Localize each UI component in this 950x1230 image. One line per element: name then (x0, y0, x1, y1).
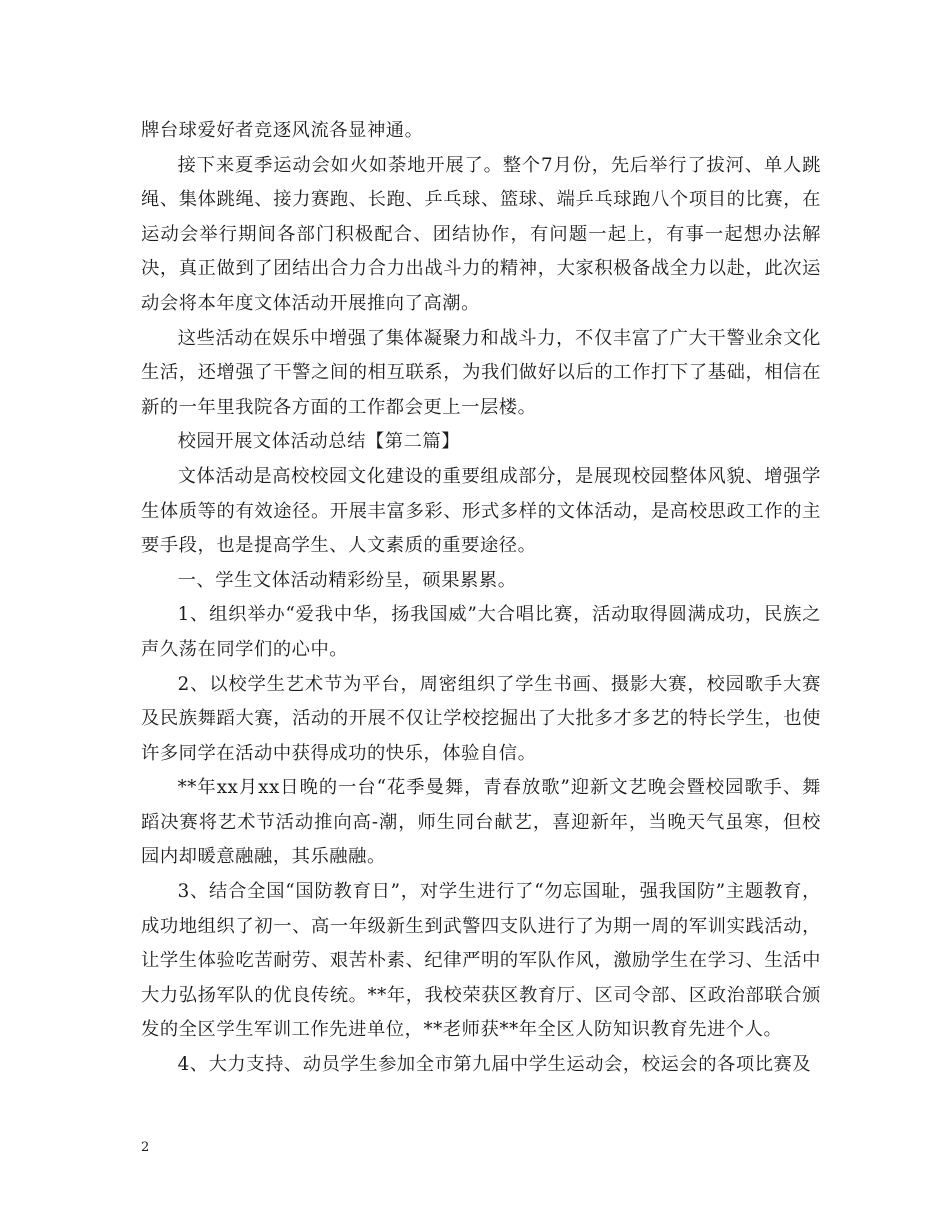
list-item-3: 3、结合全国“国防教育日”，对学生进行了“勿忘国耻，强我国防”主题教育，成功地组织了初一、高一年级新生到武警四支队进行了为期一周的军训实践活动，让学生体验吃苦耐劳、艰苦朴素、纪律严明的军队作风，激励学生在学习、生活中大力弘扬军队的优良传统。**年，我校荣获区教育厅、区司令部、区政治部联合颁发的全区学生军训工作先进单位，**老师获**年全区人防知识教育先进个人。 (141, 881, 821, 1041)
paragraph-9: **年xx月xx日晚的一台“花季曼舞，青春放歌”迎新文艺晚会暨校园歌手、舞蹈决赛将艺术节活动推向高-潮，师生同台献艺，喜迎新年，当晚天气虽寒，但校园内却暖意融融，其乐融融。 (141, 777, 821, 868)
subsection-heading: 一、学生文体活动精彩纷呈，硕果累累。 (177, 569, 517, 591)
list-item-1: 1、组织举办“爱我中华，扬我国威”大合唱比赛，活动取得圆满成功，民族之声久荡在同学们的心中。 (141, 604, 821, 660)
paragraph-5: 文体活动是高校校园文化建设的重要组成部分，是展现校园整体风貌、增强学生体质等的有效途径。开展丰富多彩、形式多样的文体活动，是高校思政工作的主要手段，也是提高学生、人文素质的重要途径。 (141, 465, 821, 557)
paragraph-1: 牌台球爱好者竞逐风流各显神通。 (141, 120, 424, 141)
paragraph-2: 接下来夏季运动会如火如荼地开展了。整个7月份，先后举行了拔河、单人跳绳、集体跳绳、接力赛跑、长跑、乒乓球、篮球、端乒乓球跑八个项目的比赛，在运动会举行期间各部门积极配合、团结协作，有问题一起上，有事一起想办法解决，真正做到了团结出合力合力出战斗力的精神，大家积极备战全力以赴，此次运动会将本年度文体活动开展推向了高潮。 (141, 154, 821, 314)
document-body (141, 114, 821, 1083)
paragraph-3: 这些活动在娱乐中增强了集体凝聚力和战斗力，不仅丰富了广大干警业余文化生活，还增强了干警之间的相互联系，为我们做好以后的工作打下了基础，相信在新的一年里我院各方面的工作都会更上一层楼。 (141, 327, 821, 418)
list-item-2: 2、以校学生艺术节为平台，周密组织了学生书画、摄影大赛，校园歌手大赛及民族舞蹈大赛，活动的开展不仅让学校挖掘出了大批多才多艺的特长学生，也使许多同学在活动中获得成功的快乐，体验自信。 (141, 673, 821, 764)
page-number: 2 (141, 1140, 150, 1155)
section-heading: 校园开展文体活动总结【第二篇】 (177, 431, 461, 453)
list-item-4: 4、大力支持、动员学生参加全市第九届中学生运动会，校运会的各项比赛及 (177, 1054, 812, 1076)
